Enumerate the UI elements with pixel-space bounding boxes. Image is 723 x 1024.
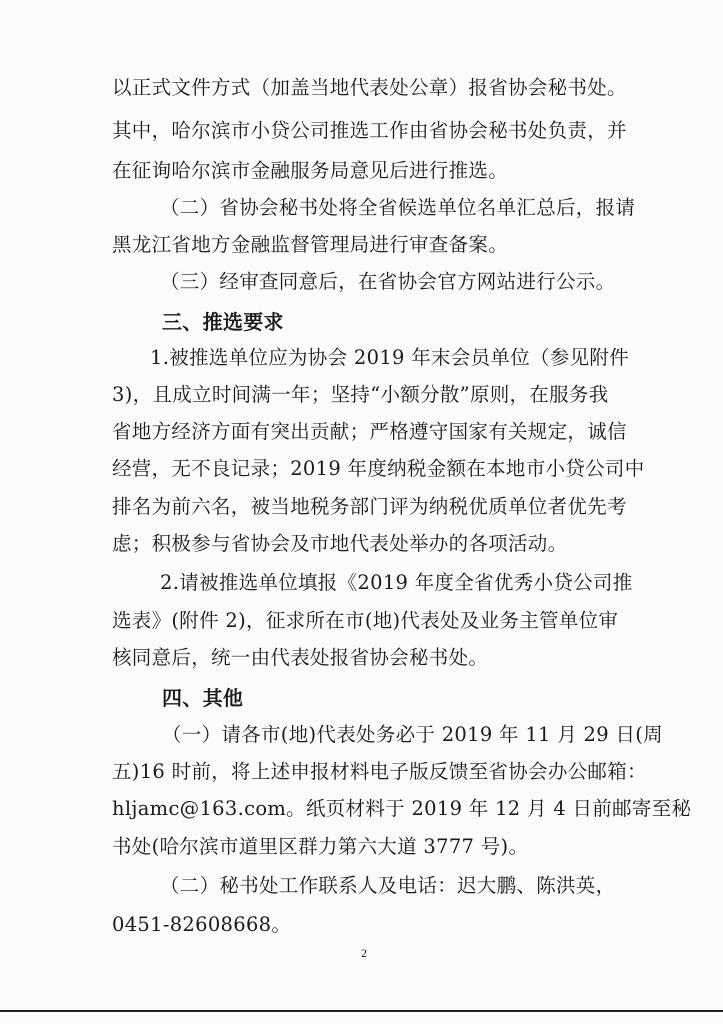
paragraph-line: 3)，且成立时间满一年；坚持“小额分散”原则，在服务我 bbox=[112, 383, 609, 406]
paragraph-line: 虑；积极参与省协会及市地代表处举办的各项活动。 bbox=[112, 532, 568, 555]
page-number: 2 bbox=[361, 946, 367, 960]
paragraph-line: （三）经审查同意后，在省协会官方网站进行公示。 bbox=[160, 270, 616, 293]
section-heading: 四、其他 bbox=[162, 686, 244, 710]
scan-edge-line bbox=[0, 1010, 723, 1012]
paragraph-line: hljamc@163.com。纸页材料于 2019 年 12 月 4 日前邮寄至秘 bbox=[112, 797, 692, 820]
paragraph-line: 以正式文件方式（加盖当地代表处公章）报省协会秘书处。 bbox=[112, 76, 627, 99]
paragraph-line: 五)16 时前，将上述申报材料电子版反馈至省协会办公邮箱： bbox=[112, 760, 647, 783]
paragraph-line: 其中，哈尔滨市小贷公司推选工作由省协会秘书处负责，并 bbox=[112, 119, 627, 142]
paragraph-line: （二）秘书处工作联系人及电话：迟大鹏、陈洪英， bbox=[160, 874, 616, 897]
paragraph-line: 选表》(附件 2)，征求所在市(地)代表处及业务主管单位审 bbox=[112, 609, 619, 632]
paragraph-line: 1.被推选单位应为协会 2019 年末会员单位（参见附件 bbox=[150, 346, 630, 369]
paragraph-line: （二）省协会秘书处将全省候选单位名单汇总后，报请 bbox=[160, 196, 636, 219]
section-heading: 三、推选要求 bbox=[162, 310, 284, 334]
paragraph-line: 排名为前六名，被当地税务部门评为纳税优质单位者优先考 bbox=[112, 495, 627, 518]
paragraph-line: 黑龙江省地方金融监督管理局进行审查备案。 bbox=[112, 233, 509, 256]
paragraph-line: 0451-82608668。 bbox=[112, 913, 292, 936]
paragraph-line: 在征询哈尔滨市金融服务局意见后进行推选。 bbox=[112, 159, 509, 182]
paragraph-line: 省地方经济方面有突出贡献；严格遵守国家有关规定，诚信 bbox=[112, 420, 627, 443]
paragraph-line: 书处(哈尔滨市道里区群力第六大道 3777 号)。 bbox=[112, 835, 529, 858]
paragraph-line: 2.请被推选单位填报《2019 年度全省优秀小贷公司推 bbox=[160, 571, 633, 594]
paragraph-line: 经营，无不良记录；2019 年度纳税金额在本地市小贷公司中 bbox=[112, 457, 645, 480]
paragraph-line: 核同意后，统一由代表处报省协会秘书处。 bbox=[112, 646, 489, 669]
paragraph-line: （一）请各市(地)代表处务必于 2019 年 11 月 29 日(周 bbox=[162, 723, 663, 746]
